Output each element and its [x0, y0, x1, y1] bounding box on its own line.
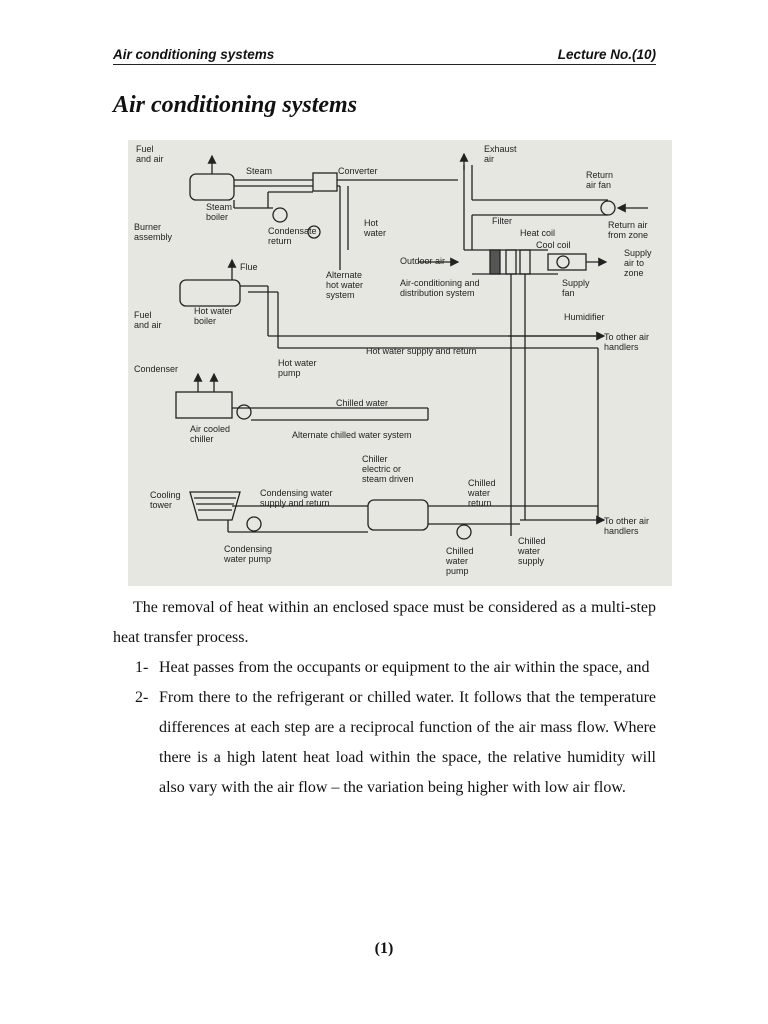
label-return-air-fan: Return air fan: [586, 170, 614, 190]
chiller-shape: [368, 500, 428, 530]
condensing-pump-shape: [247, 517, 261, 531]
label-alternate-hot-water: Alternate hot water system: [326, 270, 364, 300]
label-condensing-water-pump: Condensing water pump: [224, 544, 273, 564]
condensate-pump-shape: [273, 208, 287, 222]
label-ac-distribution: Air-conditioning and distribution system: [400, 278, 480, 298]
label-heat-coil: Heat coil: [520, 228, 556, 238]
filter-shape: [490, 250, 500, 274]
steam-boiler-shape: [190, 174, 234, 200]
label-condenser: Condenser: [134, 364, 179, 374]
page-title: Air conditioning systems: [113, 92, 358, 118]
label-air-cooled-chiller: Air cooled chiller: [190, 424, 231, 444]
label-fuel-air-bottom: Fuel and air: [134, 310, 162, 330]
label-chilled-water-supply: Chilled water supply: [518, 536, 546, 566]
label-outdoor-air: Outdoor air: [400, 256, 446, 266]
label-converter: Converter: [338, 166, 378, 176]
label-supply-air-to-zone: Supply air to zone: [624, 248, 652, 278]
label-cool-coil: Cool coil: [536, 240, 571, 250]
label-chilled-water-return: Chilled water return: [468, 478, 496, 508]
cool-coil-shape: [520, 250, 530, 274]
list-item-text: Heat passes from the occupants or equipment to the air within the space, and: [159, 659, 650, 676]
label-fuel-air-top: Fuel and air: [136, 144, 164, 164]
hvac-schematic: [128, 140, 672, 586]
intro-paragraph: The removal of heat within an enclosed space must be considered as a multi-step heat transfer process.: [113, 599, 656, 646]
label-to-other-air-handlers-2: To other air handlers: [604, 516, 650, 536]
label-return-air-from-zone: Return air from zone: [608, 220, 649, 240]
label-to-other-air-handlers-1: To other air handlers: [604, 332, 650, 352]
list-item: [113, 683, 656, 803]
heat-coil-shape: [506, 250, 516, 274]
label-chilled-water: Chilled water: [336, 398, 389, 408]
label-hot-water-pump: Hot water pump: [278, 358, 317, 378]
page-header: [113, 46, 656, 65]
hvac-schematic-figure: [128, 140, 672, 586]
label-filter: Filter: [492, 216, 512, 226]
list-item-number: 1-: [135, 659, 149, 676]
chiller-pump-shape: [237, 405, 251, 419]
label-hot-water-supply-return: Hot water supply and return: [366, 346, 477, 356]
label-hot-water: Hot water: [364, 218, 387, 238]
header-left: Air conditioning systems: [113, 47, 275, 62]
chilled-water-pump-shape: [457, 525, 471, 539]
label-chilled-water-pump: Chilled water pump: [446, 546, 474, 576]
page-number: (1): [374, 940, 394, 957]
label-cooling-tower: Cooling tower: [150, 490, 181, 510]
label-exhaust-air: Exhaust air: [484, 144, 517, 164]
label-humidifier: Humidifier: [564, 312, 605, 322]
body-text: [113, 593, 656, 803]
return-air-fan-icon: [601, 201, 615, 215]
label-steam-boiler: Steam boiler: [206, 202, 233, 222]
supply-fan-shape: [548, 254, 586, 270]
list-item: [113, 653, 656, 683]
hot-water-boiler-shape: [180, 280, 240, 306]
converter-shape: [313, 173, 337, 191]
label-burner-assembly: Burner assembly: [134, 222, 173, 242]
label-hot-water-boiler: Hot water boiler: [194, 306, 233, 326]
label-alternate-chilled-water: Alternate chilled water system: [292, 430, 412, 440]
list-item-text: From there to the refrigerant or chilled water. It follows that the temperature differences at each step are a reciprocal function of the air mass flow. Where there is a high latent heat load within the space, the relative humidity will also vary with the air flow – the variation being higher with low air flow.: [159, 689, 656, 796]
header-right: Lecture No.(10): [557, 47, 656, 62]
air-cooled-chiller-shape: [176, 392, 232, 418]
label-condensing-water-supply-return: Condensing water supply and return: [260, 488, 333, 508]
list-item-number: 2-: [135, 689, 149, 706]
label-flue: Flue: [240, 262, 258, 272]
label-condensate-return: Condensate return: [268, 226, 317, 246]
label-steam: Steam: [246, 166, 273, 176]
label-supply-fan: Supply fan: [562, 278, 590, 298]
label-chiller-driven: Chiller electric or steam driven: [362, 454, 414, 484]
